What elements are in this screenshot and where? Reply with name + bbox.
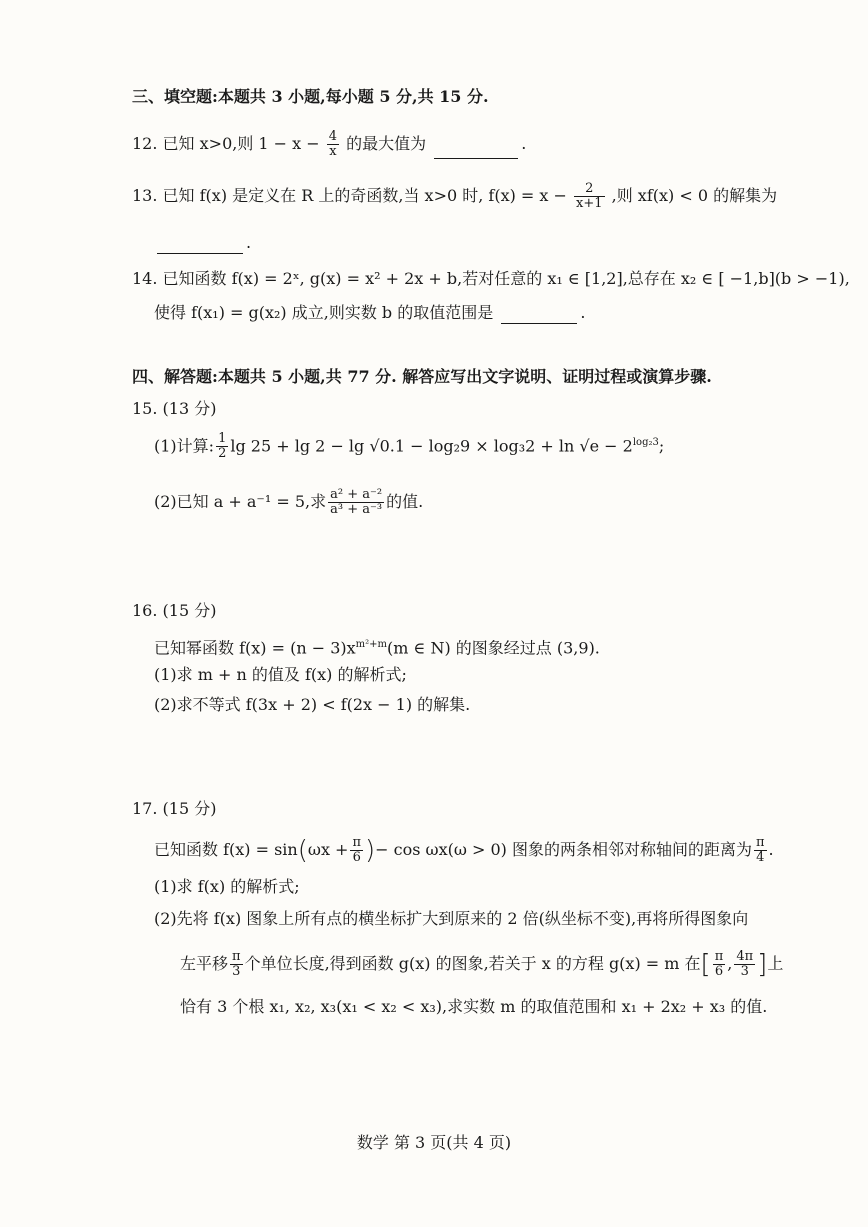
q13-answer-blank[interactable] bbox=[157, 253, 243, 254]
q13-frac-num: 2 bbox=[574, 182, 605, 197]
q16-part2: (2)求不等式 f(3x + 2) < f(2x − 1) 的解集. bbox=[154, 695, 471, 714]
q17-frac1-num: π bbox=[352, 835, 361, 850]
q17-frac2 bbox=[754, 836, 767, 865]
q17-stem-mid: − cos ωx(ω > 0) 图象的两条相邻对称轴间的距离为 bbox=[375, 840, 752, 859]
q15-title: 15. (13 分) bbox=[132, 399, 217, 418]
q13-answer-line bbox=[154, 232, 251, 254]
right-bracket-glyph: ] bbox=[757, 949, 768, 980]
q16-stem-sup: m²+m bbox=[355, 639, 388, 650]
q15-p1-frac-num: 1 bbox=[218, 431, 227, 447]
q14-num: 14. bbox=[132, 269, 158, 288]
q12-end: . bbox=[521, 134, 527, 153]
q15-p2-frac-den: a³ + a⁻³ bbox=[330, 502, 383, 517]
q17-int-a-num: π bbox=[714, 949, 724, 964]
left-bracket-glyph: [ bbox=[700, 949, 711, 980]
q17-p2-pre: 左平移 bbox=[180, 954, 229, 973]
q15-p1-frac-den: 2 bbox=[218, 446, 227, 462]
q16-stem-pre: 已知幂函数 f(x) = (n − 3)x bbox=[154, 638, 356, 658]
q17-stem-pre: 已知函数 f(x) = sin bbox=[154, 840, 298, 859]
q15-part2 bbox=[154, 488, 423, 517]
question-14-line2 bbox=[154, 302, 585, 324]
q13-pre: 已知 f(x) 是定义在 R 上的奇函数,当 x>0 时, f(x) = x − bbox=[162, 186, 567, 205]
q14-answer-blank[interactable] bbox=[501, 323, 577, 324]
q15-p1-pre: (1)计算: bbox=[154, 436, 215, 456]
q17-frac1 bbox=[350, 836, 363, 865]
q12-num: 12. bbox=[132, 134, 158, 153]
section3-header: 三、填空题:本题共 3 小题,每小题 5 分,共 15 分. bbox=[132, 87, 489, 106]
q17-p2-mid: 个单位长度,得到函数 g(x) 的图象,若关于 x 的方程 g(x) = m 在 bbox=[244, 954, 701, 973]
q17-frac2-den: 4 bbox=[756, 850, 765, 865]
q17-interval-b bbox=[734, 950, 755, 979]
q17-part2-line2: 左平移 $\frac{\pi}{3}$ 个单位长度,得到函数 g(x) 的图象,若关于 x 的方程 g(x) = m 在[ $\frac{\pi}{6}$ , $\frac{4\pi}{3}$ ]上 bbox=[180, 949, 784, 980]
q17-p2-frac-den: 3 bbox=[232, 964, 241, 979]
page-footer: 数学 第 3 页(共 4 页) bbox=[356, 1133, 512, 1152]
q15-p2-fraction bbox=[328, 488, 384, 517]
q16-title: 16. (15 分) bbox=[132, 601, 217, 620]
q16-stem bbox=[154, 634, 600, 659]
q17-p2-frac-num: π bbox=[232, 949, 241, 964]
q12-frac-den: x bbox=[329, 144, 337, 159]
q16-part1: (1)求 m + n 的值及 f(x) 的解析式; bbox=[154, 665, 407, 684]
q17-stem-inner: ωx + bbox=[307, 840, 349, 859]
q13-post: ,则 xf(x) < 0 的解集为 bbox=[611, 186, 778, 205]
q13-frac-den: x+1 bbox=[576, 196, 603, 211]
q13-fraction bbox=[574, 182, 605, 211]
q12-post: 的最大值为 bbox=[346, 134, 427, 153]
q13-num: 13. bbox=[132, 186, 158, 205]
question-12 bbox=[132, 130, 526, 159]
q17-stem-end: . bbox=[768, 840, 774, 859]
q17-frac1-den: 6 bbox=[352, 850, 361, 865]
q16-stem-post: (m ∈ N) 的图象经过点 (3,9). bbox=[387, 638, 600, 658]
q15-p1-expr: lg 25 + lg 2 − lg √0.1 − log₂9 × log₃2 + ln √e − 2 bbox=[230, 436, 633, 456]
question-14-line1 bbox=[132, 268, 850, 290]
q17-p2-end: 上 bbox=[767, 954, 784, 973]
q17-int-a-den: 6 bbox=[714, 964, 724, 979]
q17-frac2-num: π bbox=[756, 835, 765, 850]
right-paren-glyph: ) bbox=[365, 835, 376, 866]
q12-fraction bbox=[327, 130, 339, 159]
q17-title: 17. (15 分) bbox=[132, 799, 217, 818]
q17-interval-a bbox=[713, 950, 726, 979]
q15-p2-pre: (2)已知 a + a⁻¹ = 5,求 bbox=[154, 492, 327, 511]
q14-line1: 已知函数 f(x) = 2ˣ, g(x) = x² + 2x + b,若对任意的 x₁ ∈ [1,2],总存在 x₂ ∈ [ −1,b](b > −1), bbox=[162, 269, 850, 288]
q17-stem bbox=[154, 836, 774, 865]
q15-p1-fraction bbox=[216, 432, 228, 461]
left-paren-glyph: ( bbox=[297, 835, 308, 866]
q15-p2-post: 的值. bbox=[386, 492, 424, 511]
q15-p1-sup: log₂3 bbox=[632, 437, 659, 448]
q17-part1: (1)求 f(x) 的解析式; bbox=[154, 877, 300, 896]
q15-p2-frac-num: a² + a⁻² bbox=[330, 487, 383, 502]
q17-part2-line1: (2)先将 f(x) 图象上所有点的横坐标扩大到原来的 2 倍(纵坐标不变),再将所得图象向 bbox=[154, 909, 749, 928]
q12-answer-blank[interactable] bbox=[434, 158, 518, 159]
q17-p2-frac bbox=[230, 950, 243, 979]
q13-end: . bbox=[246, 233, 252, 252]
q17-part2-line3: 恰有 3 个根 x₁, x₂, x₃(x₁ < x₂ < x₃),求实数 m 的取值范围和 x₁ + 2x₂ + x₃ 的值. bbox=[180, 997, 768, 1016]
q17-int-b-den: 3 bbox=[740, 964, 749, 979]
q17-int-b-num: 4π bbox=[736, 949, 754, 964]
q14-end: . bbox=[580, 303, 586, 322]
q12-pre: 已知 x>0,则 1 − x − bbox=[162, 134, 320, 153]
q15-part1 bbox=[154, 432, 664, 461]
q14-line2: 使得 f(x₁) = g(x₂) 成立,则实数 b 的取值范围是 bbox=[154, 303, 494, 322]
question-13 bbox=[132, 182, 777, 211]
section4-header: 四、解答题:本题共 5 小题,共 77 分. 解答应写出文字说明、证明过程或演算步骤. bbox=[132, 367, 712, 386]
q15-p1-end: ; bbox=[658, 436, 665, 456]
q12-frac-num: 4 bbox=[328, 129, 338, 144]
